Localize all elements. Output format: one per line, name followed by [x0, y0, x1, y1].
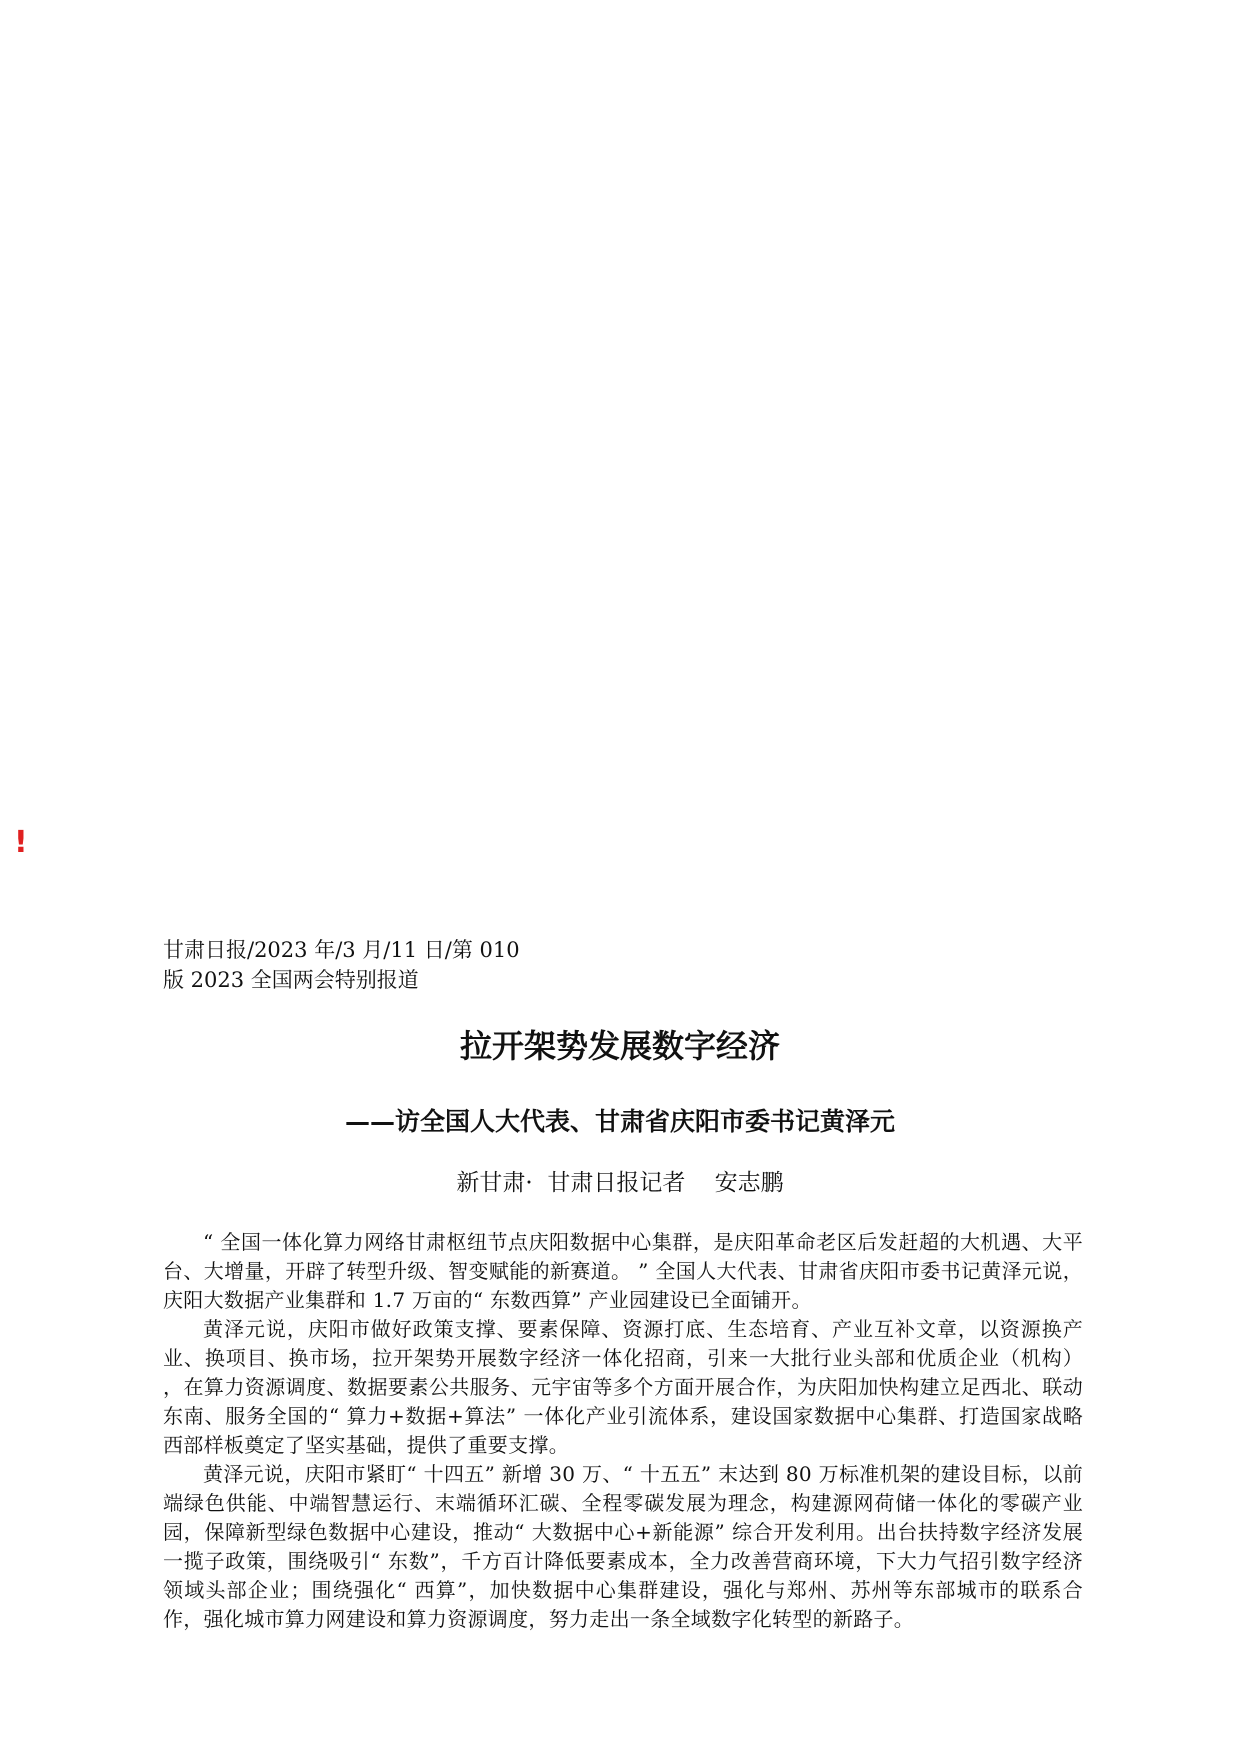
- byline-author: 安志鹏: [714, 1170, 784, 1196]
- article-headline: 拉开架势发展数字经济: [459, 1027, 780, 1065]
- source-line-2: 版 2023 全国两会特别报道: [163, 968, 419, 992]
- paragraph-1: “ 全国一体化算力网络甘肃枢纽节点庆阳数据中心集群，是庆阳革命老区后发赶超的大机遇、大平台、大增量，开辟了转型升级、智变赋能的新赛道。 ” 全国人大代表、甘肃省庆阳市委书记黄泽元说，庆阳大数据产业集群和 1.7 万亩的“ 东数西算” 产业园建设已全面铺开。: [163, 1230, 1083, 1312]
- publication-source: [163, 935, 603, 995]
- paragraph-3: 黄泽元说，庆阳市紧盯“ 十四五” 新增 30 万、“ 十五五” 末达到 80 万标准机架的建设目标，以前端绿色供能、中端智慧运行、末端循环汇碳、全程零碳发展为理念，构建源网荷储一体化的零碳产业园，保障新型绿色数据中心建设，推动“ 大数据中心+新能源” 综合开发利用。出台扶持数字经济发展一揽子政策，围绕吸引“ 东数”，千方百计降低要素成本，全力改善营商环境，下大力气招引数字经济领域头部企业；围绕强化“ 西算”，加快数据中心集群建设，强化与郑州、苏州等东部城市的联系合作，强化城市算力网建设和算力资源调度，努力走出一条全域数字化转型的新路子。: [163, 1462, 1083, 1631]
- article-subheadline: ——访全国人大代表、甘肃省庆阳市委书记黄泽元: [344, 1107, 895, 1136]
- exclamation-marker: !: [14, 825, 28, 860]
- byline-outlet: 新甘肃· 甘肃日报记者: [456, 1170, 686, 1196]
- source-line-1: 甘肃日报/2023 年/3 月/11 日/第 010: [163, 938, 520, 962]
- byline: [0, 1166, 1240, 1200]
- article-body: [163, 1228, 1083, 1634]
- paragraph-2: 黄泽元说，庆阳市做好政策支撑、要素保障、资源打底、生态培育、产业互补文章，以资源换产业、换项目、换市场，拉开架势开展数字经济一体化招商，引来一大批行业头部和优质企业（机构） ，在算力资源调度、数据要素公共服务、元宇宙等多个方面开展合作，为庆阳加快构建立足西北、联动东南、服务全国的“ 算力+数据+算法” 一体化产业引流体系，建设国家数据中心集群、打造国家战略西部样板奠定了坚实基础，提供了重要支撑。: [163, 1317, 1083, 1457]
